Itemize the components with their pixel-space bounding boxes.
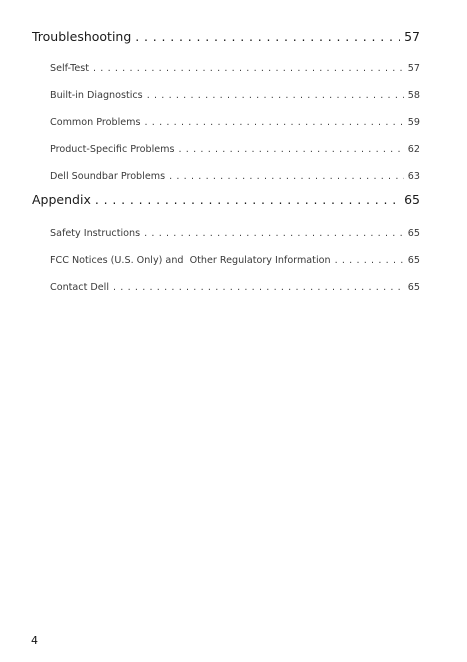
toc-chapter-title: Troubleshooting <box>32 29 132 44</box>
toc-item-contact-dell[interactable] <box>50 274 420 301</box>
toc-leader-dots <box>335 247 404 274</box>
toc-item-product-specific-problems[interactable] <box>50 136 420 163</box>
toc-page-number: 59 <box>407 117 420 128</box>
toc-chapter-appendix[interactable] <box>32 190 420 220</box>
toc-item-title: Product-Specific Problems <box>50 144 175 155</box>
toc-page-number: 65 <box>407 282 420 293</box>
toc-page-number: 57 <box>404 29 420 44</box>
toc-item-built-in-diagnostics[interactable] <box>50 82 420 109</box>
toc-page-number: 57 <box>407 63 420 74</box>
toc-page-number: 63 <box>407 171 420 182</box>
toc-leader-dots <box>113 274 404 301</box>
page-number: 4 <box>31 634 38 647</box>
toc-item-title: Safety Instructions <box>50 228 141 239</box>
toc-leader-dots <box>179 136 404 163</box>
toc-leader-dots <box>169 163 404 190</box>
toc-page-number: 62 <box>407 144 420 155</box>
toc-item-fcc-notices[interactable] <box>50 247 420 274</box>
toc-item-title: Built-in Diagnostics <box>50 90 143 101</box>
toc-leader-dots <box>147 82 404 109</box>
toc-item-title: Contact Dell <box>50 282 109 293</box>
toc-chapter-troubleshooting[interactable] <box>32 27 420 55</box>
toc-leader-dots <box>144 220 404 247</box>
toc-chapter-title: Appendix <box>32 192 91 207</box>
toc-leader-dots <box>144 109 403 136</box>
toc-item-safety-instructions[interactable] <box>50 220 420 247</box>
toc-page-number: 65 <box>407 228 420 239</box>
toc-item-title: Self-Test <box>50 63 89 74</box>
toc-item-self-test[interactable] <box>50 55 420 82</box>
toc-item-dell-soundbar-problems[interactable] <box>50 163 420 190</box>
toc-page-number: 65 <box>407 255 420 266</box>
toc-item-title: Dell Soundbar Problems <box>50 171 166 182</box>
table-of-contents <box>32 27 420 301</box>
toc-leader-dots <box>135 27 400 47</box>
toc-item-title: FCC Notices (U.S. Only) and Other Regulatory Information <box>50 255 331 266</box>
toc-leader-dots <box>93 55 404 82</box>
toc-item-common-problems[interactable] <box>50 109 420 136</box>
toc-item-title: Common Problems <box>50 117 141 128</box>
toc-page-number: 58 <box>407 90 420 101</box>
toc-leader-dots <box>95 190 400 210</box>
toc-page-number: 65 <box>404 192 420 207</box>
